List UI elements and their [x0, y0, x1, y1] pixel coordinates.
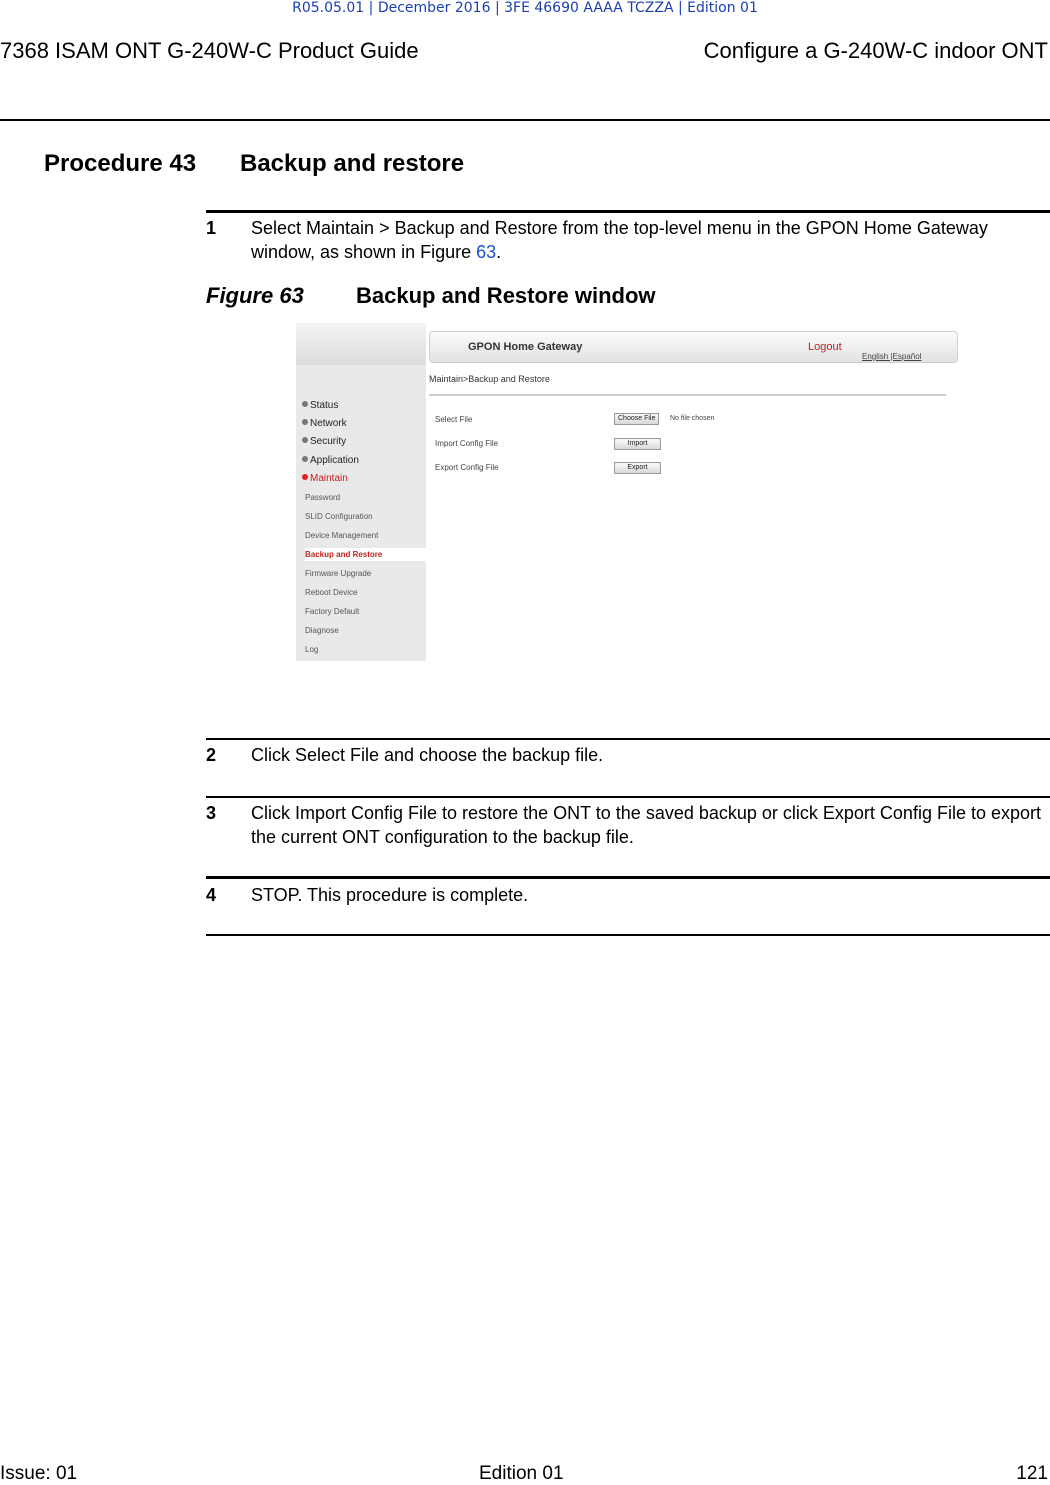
import-button[interactable]: Import: [614, 438, 661, 450]
bullet-icon: [302, 437, 308, 443]
nav-label: Network: [310, 418, 347, 429]
submenu-log[interactable]: Log: [305, 645, 319, 654]
submenu-diagnose[interactable]: Diagnose: [305, 626, 339, 635]
procedure-end-divider: [206, 934, 1050, 936]
bullet-icon: [302, 456, 308, 462]
step-text-part: .: [496, 242, 502, 262]
step-text: Click Import Config File to restore the ONT to the saved backup or click Export Config File to export the current ONT configuration to the backup file.: [251, 803, 1041, 847]
import-config-label: Import Config File: [435, 439, 499, 448]
submenu-backup-and-restore[interactable]: Backup and Restore: [305, 548, 426, 561]
submenu-reboot-device[interactable]: Reboot Device: [305, 588, 358, 597]
step-text: [251, 216, 1046, 264]
step-number: 1: [206, 218, 217, 238]
choose-file-button[interactable]: Choose File: [614, 413, 659, 425]
no-file-status: No file chosen: [670, 415, 715, 422]
procedure-number: Procedure 43: [44, 150, 197, 177]
procedure-title: Backup and restore: [240, 150, 465, 177]
figure-label: Figure 63: [206, 283, 304, 308]
backup-restore-screenshot: [296, 323, 962, 661]
export-button[interactable]: Export: [614, 462, 661, 474]
export-config-label: Export Config File: [435, 463, 499, 472]
breadcrumb: Maintain>Backup and Restore: [429, 374, 550, 384]
step-text: Click Select File and choose the backup file.: [251, 745, 604, 765]
step-text-part: Select Maintain > Backup and Restore from the top-level menu in the GPON Home Gateway window, as shown in Figure: [251, 218, 988, 262]
nav-item-status[interactable]: [302, 400, 338, 411]
nav-label: Status: [310, 400, 339, 411]
step-number: 2: [206, 745, 217, 765]
header-divider: [0, 119, 1050, 121]
nav-item-network[interactable]: [302, 418, 347, 429]
procedure-heading: [44, 150, 465, 178]
step-divider: [206, 796, 1050, 798]
submenu-firmware-upgrade[interactable]: Firmware Upgrade: [305, 569, 372, 578]
step-divider: [206, 738, 1050, 740]
figure-caption: [206, 283, 656, 309]
language-switcher[interactable]: English |Español: [862, 352, 922, 361]
nav-item-maintain[interactable]: [302, 473, 348, 484]
nav-label: Application: [310, 455, 359, 466]
footer-edition: Edition 01: [479, 1463, 564, 1484]
step-divider: [206, 210, 1050, 213]
sidebar-header: [296, 323, 426, 365]
step-number: 4: [206, 885, 217, 905]
submenu-factory-default[interactable]: Factory Default: [305, 607, 360, 616]
sidebar: [296, 323, 426, 661]
nav-label: Maintain: [310, 473, 348, 484]
submenu-slid-configuration[interactable]: SLID Configuration: [305, 512, 373, 521]
step-number: 3: [206, 803, 217, 823]
nav-label: Security: [310, 436, 347, 447]
step-text: STOP. This procedure is complete.: [251, 885, 529, 905]
page-number: 121: [1016, 1463, 1048, 1484]
nav-item-application[interactable]: [302, 455, 359, 466]
bullet-icon: [302, 419, 308, 425]
footer-issue: Issue: 01: [0, 1463, 78, 1484]
document-id-banner: R05.05.01 | December 2016 | 3FE 46690 AAAA TCZZA | Edition 01: [292, 0, 758, 16]
app-title: GPON Home Gateway: [468, 341, 583, 353]
submenu-device-management[interactable]: Device Management: [305, 531, 379, 540]
submenu-password[interactable]: Password: [305, 493, 341, 502]
header-guide-title: 7368 ISAM ONT G-240W-C Product Guide: [0, 38, 419, 63]
step-divider: [206, 876, 1050, 879]
figure-title: Backup and Restore window: [356, 283, 656, 308]
bullet-icon: [302, 474, 308, 480]
select-file-label: Select File: [435, 415, 473, 424]
logout-link[interactable]: Logout: [808, 341, 842, 353]
figure-link[interactable]: 63: [476, 242, 497, 262]
header-chapter-title: Configure a G-240W-C indoor ONT: [703, 38, 1048, 63]
bullet-icon: [302, 401, 308, 407]
breadcrumb-divider: [429, 394, 946, 396]
gateway-topbar: [429, 331, 958, 363]
nav-item-security[interactable]: [302, 436, 346, 447]
